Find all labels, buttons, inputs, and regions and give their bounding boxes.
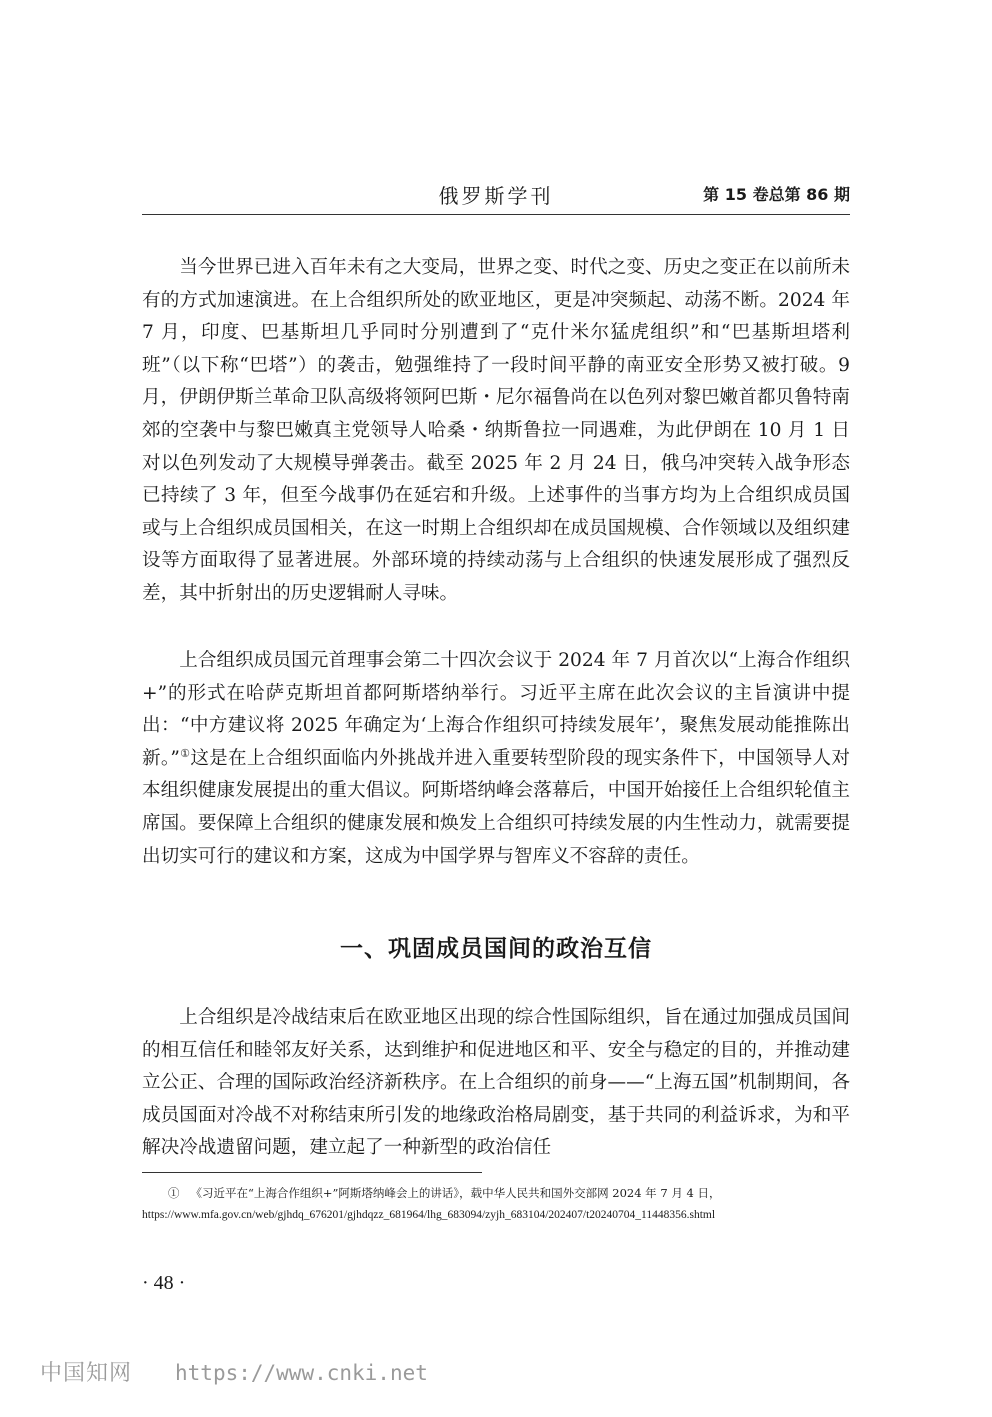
body-paragraph-3 — [142, 1002, 850, 1165]
cnki-logo-text: 中国知网 — [40, 1361, 133, 1386]
section-heading: 一、巩固成员国间的政治互信 — [340, 936, 652, 962]
paragraph-text: 上合组织是冷战结束后在欧亚地区出现的综合性国际组织，旨在通过加强成员国间的相互信任和睦邻友好关系，达到维护和促进地区和平、安全与稳定的目的，并推动建立公正、合理的国际政治经济新秩序。在上合组织的前身——“上海五国”机制期间，各成员国面对冷战不对称结束所引发的地缘政治格局剧变，基于共同的利益诉求，为和平解决冷战遗留问题，建立起了一种新型的政治信任 — [142, 1007, 850, 1159]
paragraph-text-part-2: 这是在上合组织面临内外挑战并进入重要转型阶段的现实条件下，中国领导人对本组织健康发展提出的重大倡议。阿斯塔纳峰会落幕后，中国开始接任上合组织轮值主席国。要保障上合组织的健康发展和焕发上合组织可持续发展的内生性动力，就需要提出切实可行的建议和方案，这成为中国学界与智库义不容辞的责任。 — [142, 747, 850, 867]
paragraph-text — [142, 645, 850, 873]
footnote — [142, 1182, 850, 1226]
issue-info: 第 15 卷总第 86 期 — [703, 185, 850, 204]
paragraph-text-part-1: 上合组织成员国元首理事会第二十四次会议于 2024 年 7 月首次以“上海合作组织+”的形式在哈萨克斯坦首都阿斯塔纳举行。习近平主席在此次会议的主旨演讲中提出：“中方建议将 2025 年确定为‘上海合作组织可持续发展年’，聚焦发展动能推陈出新。” — [142, 650, 850, 769]
running-header — [142, 176, 850, 215]
footnote-citation — [142, 1182, 850, 1204]
cnki-url-link[interactable]: https://www.cnki.net — [175, 1361, 428, 1385]
footnote-text: 《习近平在“上海合作组织+”阿斯塔纳峰会上的讲话》，载中华人民共和国外交部网 2024 年 7 月 4 日， — [190, 1186, 721, 1200]
paragraph-text: 当今世界已进入百年未有之大变局，世界之变、时代之变、历史之变正在以前所未有的方式加速演进。在上合组织所处的欧亚地区，更是冲突频起、动荡不断。2024 年 7 月，印度、巴基斯坦几乎同时分别遭到了“克什米尔猛虎组织”和“巴基斯坦塔利班”（以下称“巴塔”）的袭击，勉强维持了一段时间平静的南亚安全形势又被打破。9 月，伊朗伊斯兰革命卫队高级将领阿巴斯・尼尔福鲁尚在以色列对黎巴嫩首都贝鲁特南郊的空袭中与黎巴嫩真主党领导人哈桑・纳斯鲁拉一同遇难，为此伊朗在 10 月 1 日对以色列发动了大规模导弹袭击。截至 2025 年 2 月 24 日，俄乌冲突转入战争形态已持续了 3 年，但至今战事仍在延宕和升级。上述事件的当事方均为上合组织成员国或与上合组织成员国相关，在这一时期上合组织却在成员国规模、合作领域以及组织建设等方面取得了显著进展。外部环境的持续动荡与上合组织的快速发展形成了强烈反差，其中折射出的历史逻辑耐人寻味。 — [142, 257, 850, 604]
body-paragraph-1 — [142, 252, 850, 611]
footnote-url-link[interactable]: https://www.mfa.gov.cn/web/gjhdq_676201/gjhdqzz_681964/lhg_683094/zyjh_683104/202407/t20240704_11448356.shtml — [142, 1209, 716, 1221]
footnote-divider — [142, 1172, 482, 1173]
page-number: · 48 · — [142, 1272, 186, 1294]
footnote-reference[interactable]: ① — [179, 746, 191, 760]
footnote-marker: ① — [168, 1186, 180, 1200]
body-paragraph-2 — [142, 645, 850, 873]
journal-name: 俄罗斯学刊 — [438, 184, 554, 208]
cnki-watermark — [40, 1356, 428, 1386]
